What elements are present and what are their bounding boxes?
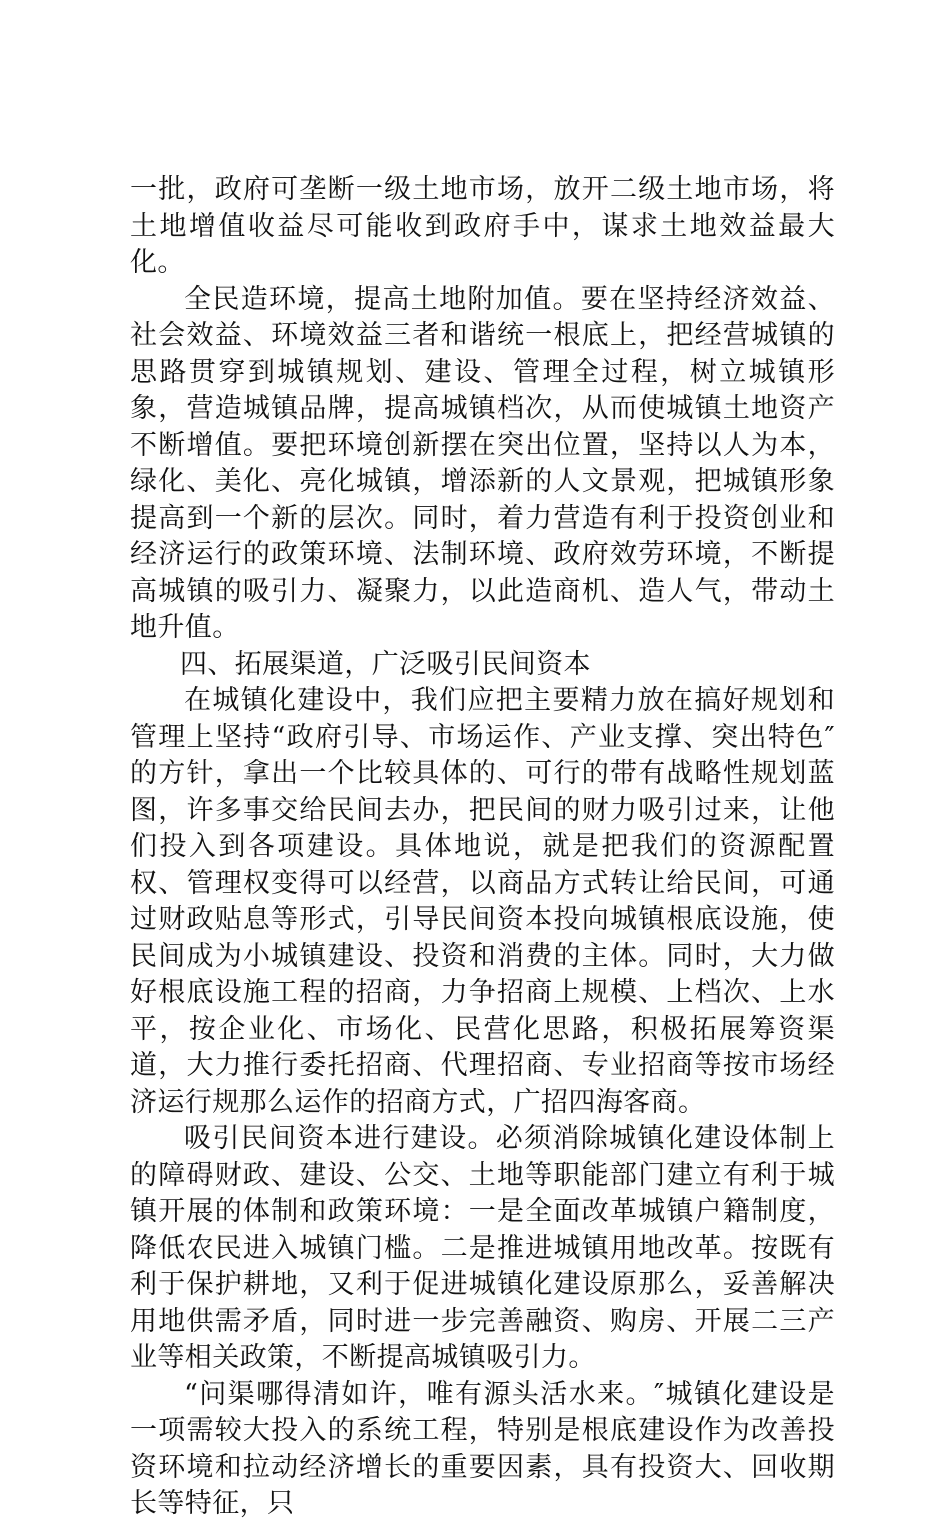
paragraph-attract-investment: 吸引民间资本进行建设。必须消除城镇化建设体制上的障碍财政、建设、公交、土地等职能部门建立有利于城镇开展的体制和政策环境：一是全面改革城镇户籍制度，降低农民进入城镇门槛。二是推进城镇用地改革。按既有利于保护耕地，又利于促进城镇化建设原那么，妥善解决用地供需矛盾，同时进一步完善融资、购房、开展二三产业等相关政策，不断提高城镇吸引力。 [130, 1123, 835, 1373]
paragraph-environment: 全民造环境，提高土地附加值。要在坚持经济效益、社会效益、环境效益三者和谐统一根底上，把经营城镇的思路贯穿到城镇规划、建设、管理全过程，树立城镇形象，营造城镇品牌，提高城镇档次，从而使城镇土地资产不断增值。要把环境创新摆在突出位置，坚持以人为本，绿化、美化、亮化城镇，增添新的人文景观，把城镇形象提高到一个新的层次。同时，着力营造有利于投资创业和经济运行的政策环境、法制环境、政府效劳环境，不断提高城镇的吸引力、凝聚力，以此造商机、造人气，带动土地升值。 [130, 283, 835, 643]
paragraph-quote: “问渠哪得清如许，唯有源头活水来。″城镇化建设是一项需较大投入的系统工程，特别是根底建设作为改善投资环境和拉动经济增长的重要因素，具有投资大、回收期长等特征，只 [130, 1378, 835, 1519]
paragraph-continued: 一批，政府可垄断一级土地市场，放开二级土地市场，将土地增值收益尽可能收到政府手中，谋求土地效益最大化。 [130, 174, 835, 278]
paragraph-private-capital: 在城镇化建设中，我们应把主要精力放在搞好规划和管理上坚持“政府引导、市场运作、产业支撑、突出特色″的方针，拿出一个比较具体的、可行的带有战略性规划蓝图，许多事交给民间去办，把民间的财力吸引过来，让他们投入到各项建设。具体地说，就是把我们的资源配置权、管理权变得可以经营，以商品方式转让给民间，可通过财政贴息等形式，引导民间资本投向城镇根底设施，使民间成为小城镇建设、投资和消费的主体。同时，大力做好根底设施工程的招商，力争招商上规模、上档次、上水平，按企业化、市场化、民营化思路，积极拓展筹资渠道，大力推行委托招商、代理招商、专业招商等按市场经济运行规那么运作的招商方式，广招四海客商。 [130, 685, 835, 1118]
section-heading-four: 四、拓展渠道，广泛吸引民间资本 [179, 648, 591, 680]
document-body [130, 172, 835, 1523]
